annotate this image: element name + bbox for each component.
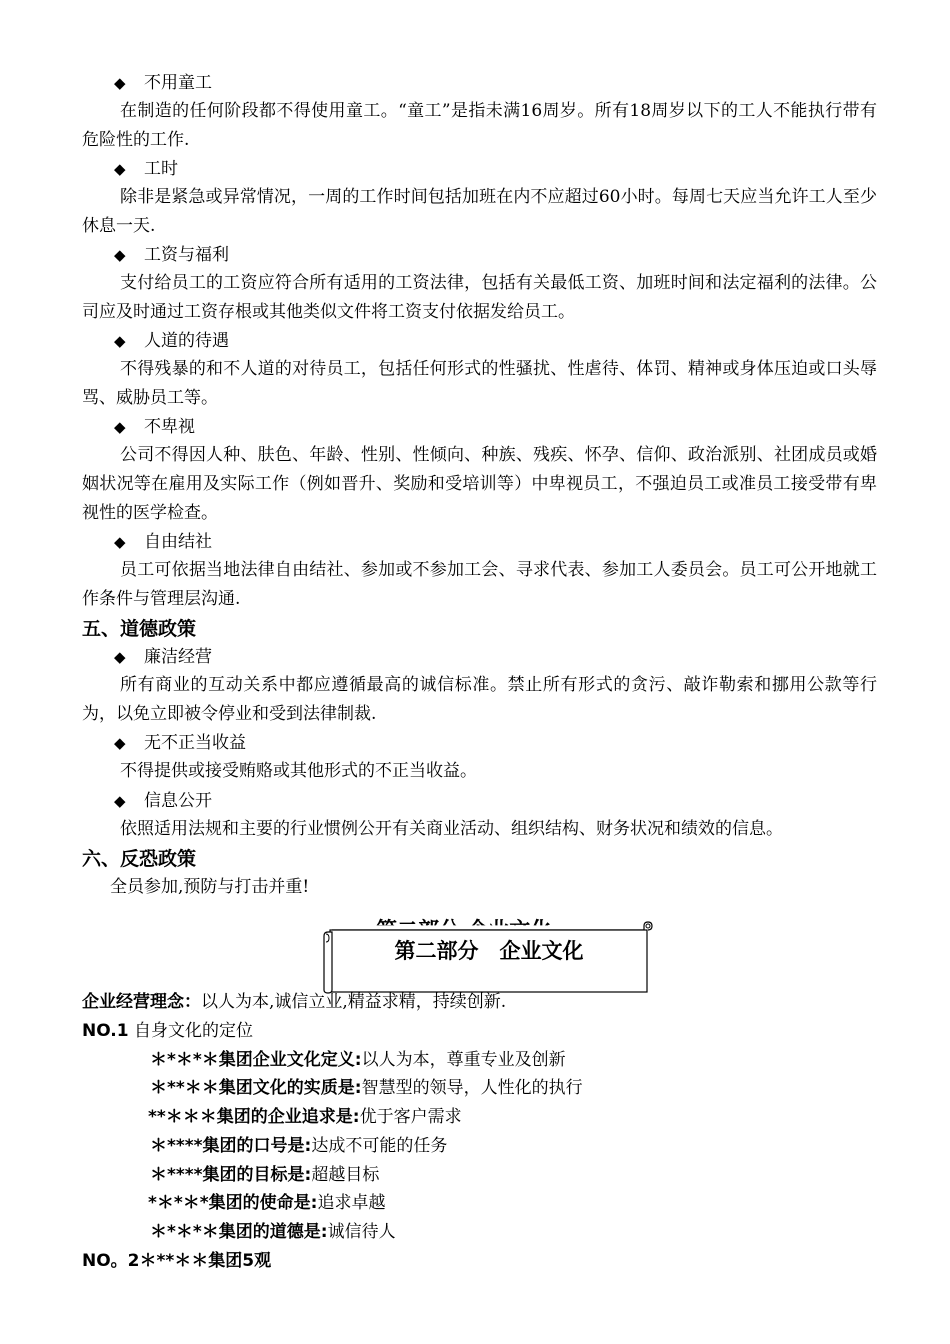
section-text-working-hours: 除非是紧急或异常情况，一周的工作时间包括加班在内不应超过60小时。每周七天应当允许工人至少休息一天. (82, 187, 877, 236)
diamond-bullet-icon: ◆ (114, 160, 126, 178)
section-title-no-improper-gains: ◆ 无不正当收益 (114, 733, 246, 753)
section-title-working-hours: ◆ 工时 (114, 159, 178, 179)
heading-anti-terrorism-policy: 六、反恐政策 (82, 848, 197, 870)
culture-item: ＊*＊*＊集团的道德是:诚信待人 (150, 1222, 396, 1242)
section-text-humane-treatment: 不得残暴的和不人道的对待员工，包括任何形式的性骚扰、性虐待、体罚、精神或身体压迫或口头辱骂、威胁员工等。 (82, 359, 877, 408)
diamond-bullet-icon: ◆ (114, 792, 126, 810)
section-text-child-labor: 在制造的任何阶段都不得使用童工。“童工”是指未满16周岁。所有18周岁以下的工人不能执行带有危险性的工作. (82, 101, 877, 150)
section-title-non-discrimination: ◆ 不卑视 (114, 417, 195, 437)
corporate-philosophy: 企业经营理念：以人为本,诚信立业,精益求精，持续创新. (82, 992, 507, 1012)
section-text-non-discrimination: 公司不得因人种、肤色、年龄、性别、性倾向、种族、残疾、怀孕、信仰、政治派别、社团成员或婚姻状况等在雇用及实际工作（例如晋升、奖励和受培训等）中卑视员工，不强迫员工或准员工接受带有卑视性的医学检查。 (82, 445, 877, 523)
section-text-no-improper-gains: 不得提供或接受贿赂或其他形式的不正当收益。 (120, 761, 477, 781)
part2-title: 第二部分 企业文化 (394, 939, 584, 963)
diamond-bullet-icon: ◆ (114, 648, 126, 666)
culture-item: ＊****集团的口号是:达成不可能的任务 (150, 1136, 448, 1156)
culture-item: *＊*＊*集团的使命是:追求卓越 (148, 1193, 386, 1213)
section-title-disclosure: ◆ 信息公开 (114, 791, 212, 811)
diamond-bullet-icon: ◆ (114, 74, 126, 92)
section-title-freedom-of-association: ◆ 自由结社 (114, 532, 212, 552)
section-title-wages: ◆ 工资与福利 (114, 245, 229, 265)
culture-item: ＊****集团的目标是:超越目标 (150, 1165, 380, 1185)
section-title-child-labor: ◆ 不用童工 (114, 73, 212, 93)
diamond-bullet-icon: ◆ (114, 332, 126, 350)
culture-item: ＊**＊＊集团文化的实质是:智慧型的领导，人性化的执行 (150, 1078, 583, 1098)
section-text-wages: 支付给员工的工资应符合所有适用的工资法律，包括有关最低工资、加班时间和法定福利的法律。公司应及时通过工资存根或其他类似文件将工资支付依据发给员工。 (82, 273, 877, 322)
no2-heading: NO。2＊**＊＊集团5观 (82, 1251, 272, 1271)
heading-ethics-policy: 五、道德政策 (82, 618, 197, 640)
culture-item: ＊*＊*＊集团企业文化定义:以人为本，尊重专业及创新 (150, 1050, 566, 1070)
anti-terrorism-text: 全员参加,预防与打击并重! (110, 877, 310, 897)
section-text-integrity: 所有商业的互动关系中都应遵循最高的诚信标准。禁止所有形式的贪污、敲诈勒索和挪用公款等行为，以免立即被令停业和受到法律制裁. (82, 675, 877, 724)
section-text-freedom-of-association: 员工可依据当地法律自由结社、参加或不参加工会、寻求代表、参加工人委员会。员工可公开地就工作条件与管理层沟通. (82, 560, 877, 609)
no1-heading: NO.1 自身文化的定位 (82, 1021, 253, 1041)
section-text-disclosure: 依照适用法规和主要的行业惯例公开有关商业活动、组织结构、财务状况和绩效的信息。 (120, 819, 783, 839)
diamond-bullet-icon: ◆ (114, 246, 126, 264)
section-title-integrity: ◆ 廉洁经营 (114, 647, 212, 667)
diamond-bullet-icon: ◆ (114, 734, 126, 752)
diamond-bullet-icon: ◆ (114, 533, 126, 551)
diamond-bullet-icon: ◆ (114, 418, 126, 436)
section-title-humane-treatment: ◆ 人道的待遇 (114, 331, 229, 351)
culture-item: **＊＊＊集团的企业追求是:优于客户需求 (148, 1107, 462, 1127)
